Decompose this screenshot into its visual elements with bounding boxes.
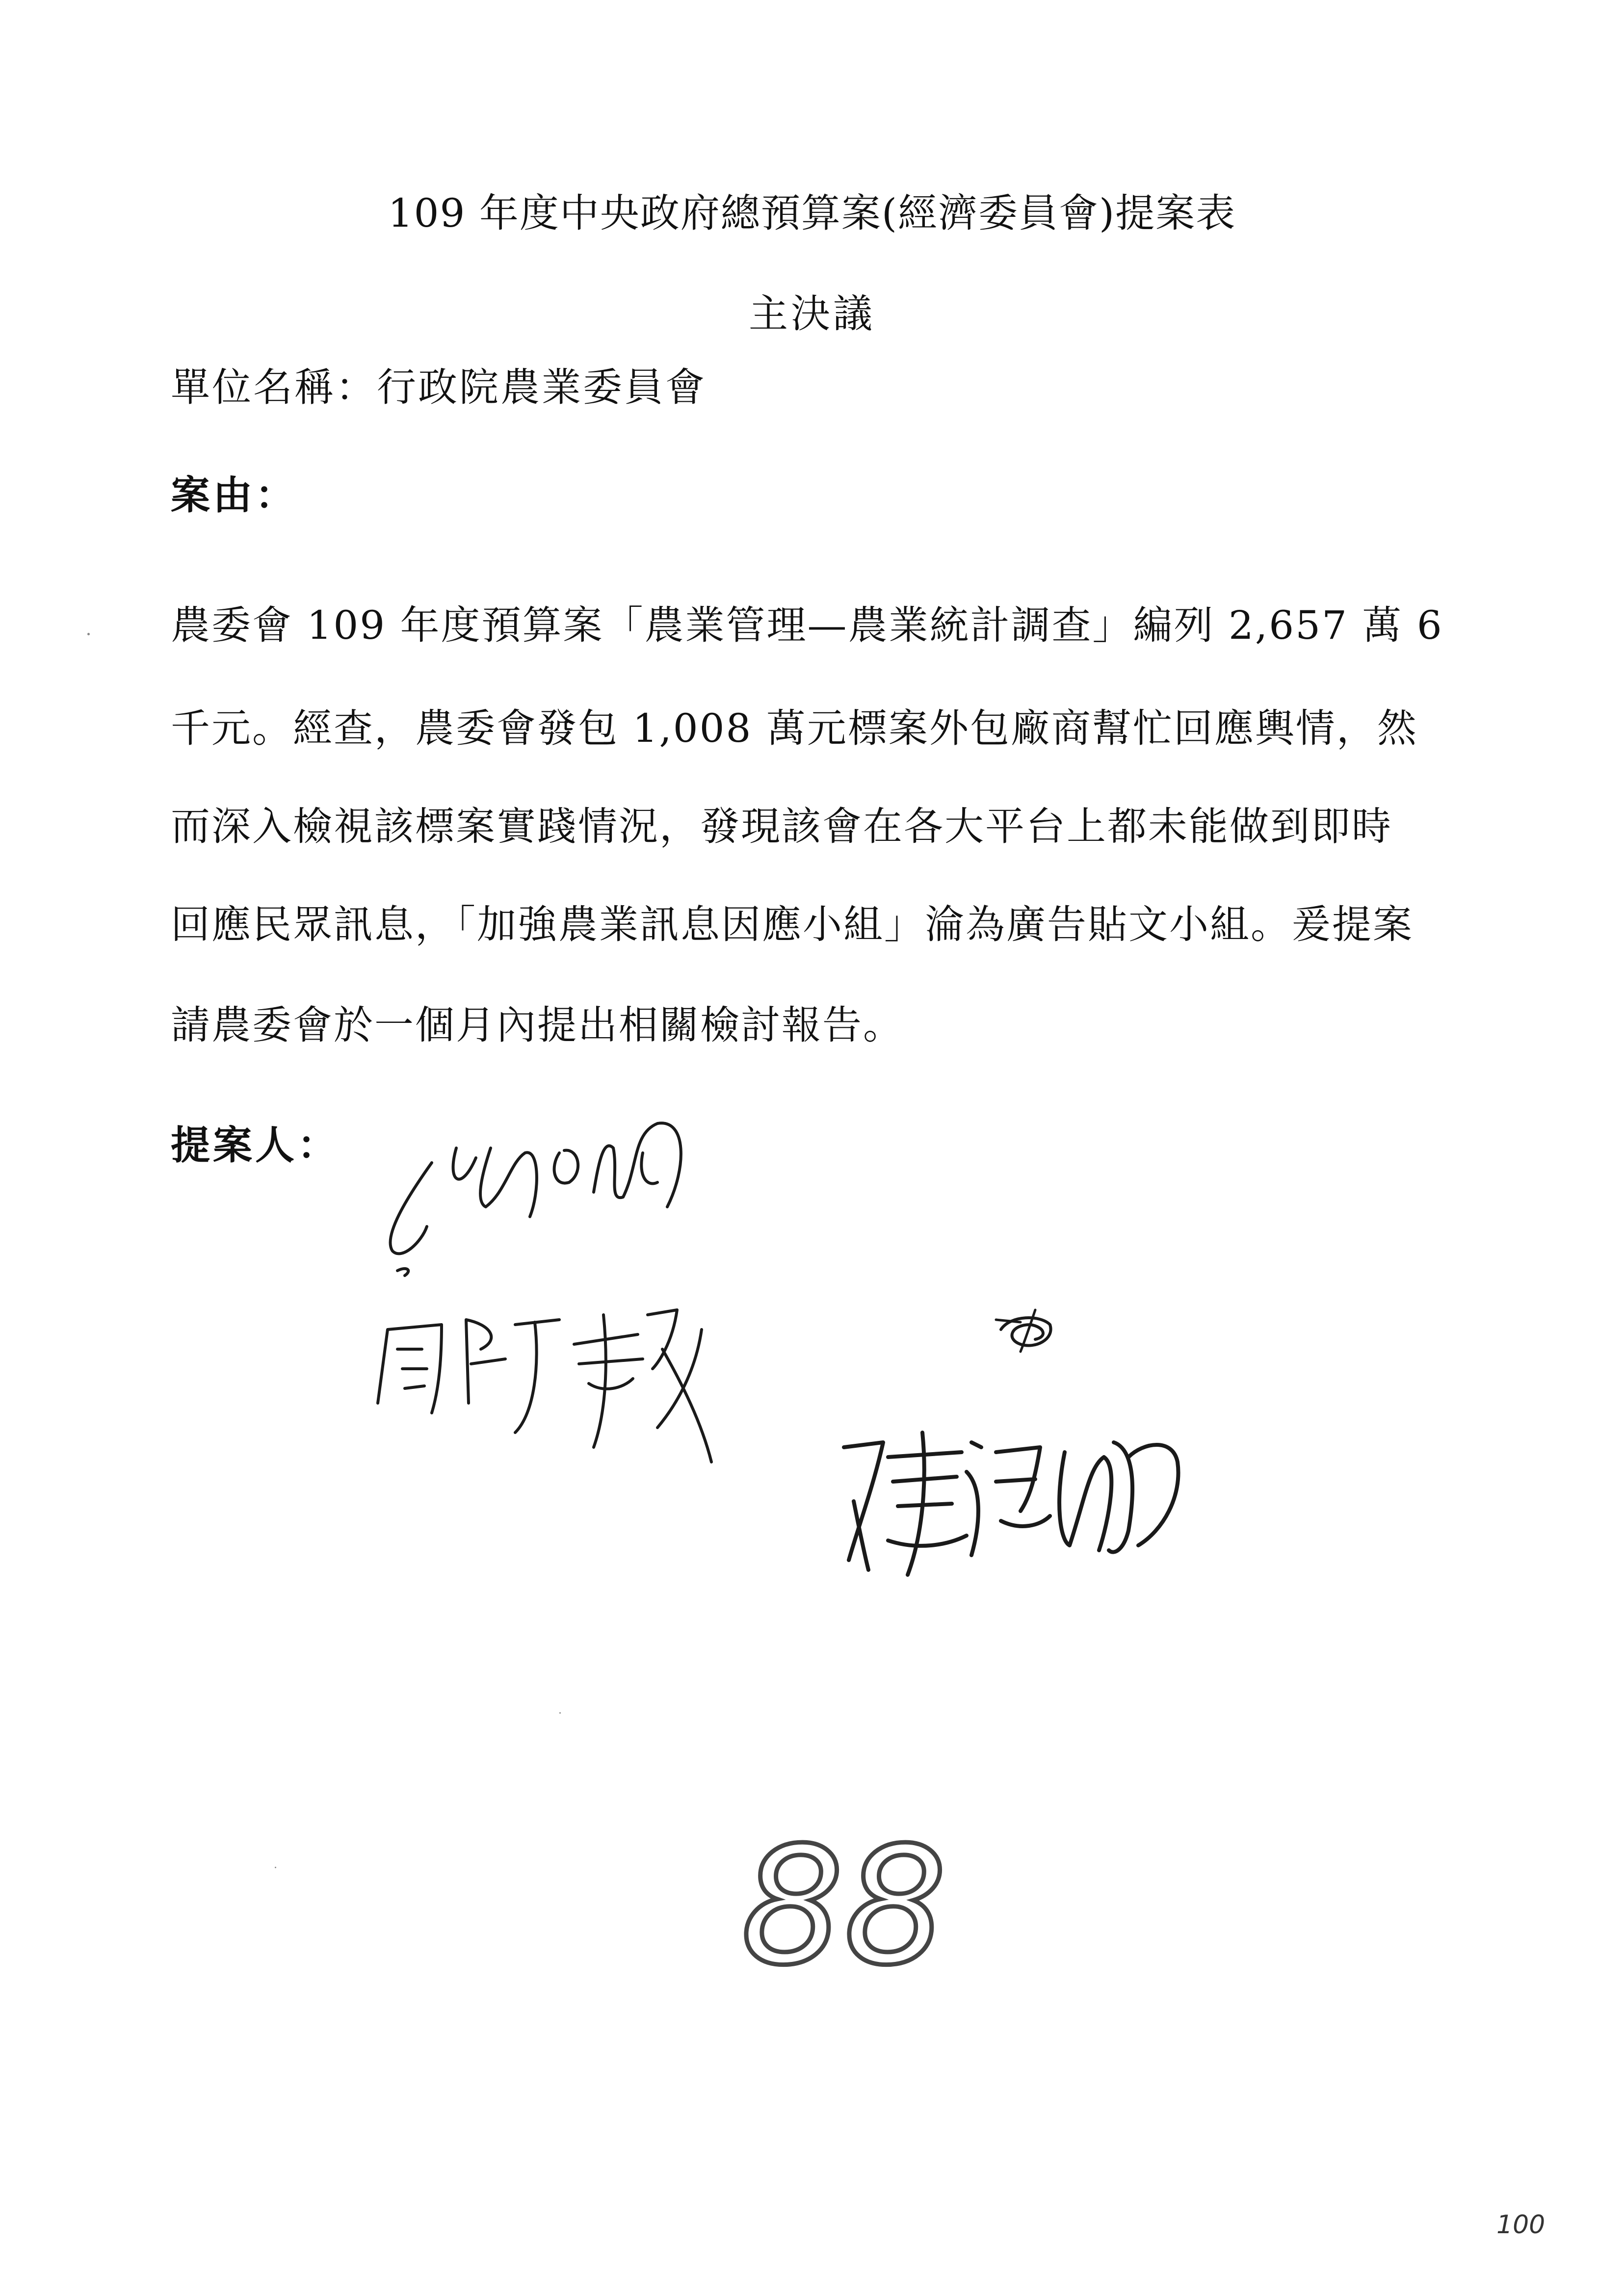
scan-speck — [559, 1712, 561, 1714]
folio-number: 100 — [1496, 2210, 1545, 2240]
signature-1 — [363, 1104, 805, 1290]
proposer-label: 提案人： — [171, 1122, 340, 1168]
scan-speck — [275, 1867, 276, 1868]
reason-text-line: 千元。經查，農委會發包 1,008 萬元標案外包廠商幫忙回應輿情，然 — [171, 705, 1418, 751]
signature-3 — [834, 1413, 1207, 1619]
unit-name-field — [171, 363, 707, 412]
reason-text-line: 回應民眾訊息，「加強農業訊息因應小組」淪為廣告貼文小組。爰提案 — [171, 902, 1414, 947]
reason-text-line: 而深入檢視該標案實踐情況，發現該會在各大平台上都未能做到即時 — [171, 804, 1392, 849]
signature-2 — [358, 1285, 760, 1491]
unit-name-label: 單位名稱： — [171, 365, 377, 410]
reason-label: 案由： — [171, 472, 297, 518]
scan-speck — [87, 633, 90, 635]
scribble-mark — [991, 1305, 1070, 1359]
sheet-number-text: 88 — [741, 1815, 947, 2001]
reason-text-line: 請農委會於一個月內提出相關檢討報告。 — [171, 1002, 904, 1048]
document-title: 109 年度中央政府總預算案(經濟委員會)提案表 — [388, 190, 1236, 236]
document-subtitle: 主決議 — [749, 291, 875, 337]
unit-name-value: 行政院農業委員會 — [377, 365, 707, 410]
reason-text-line: 農委會 109 年度預算案「農業管理—農業統計調查」編列 2,657 萬 6 — [171, 602, 1443, 648]
sheet-number — [736, 1815, 952, 2002]
